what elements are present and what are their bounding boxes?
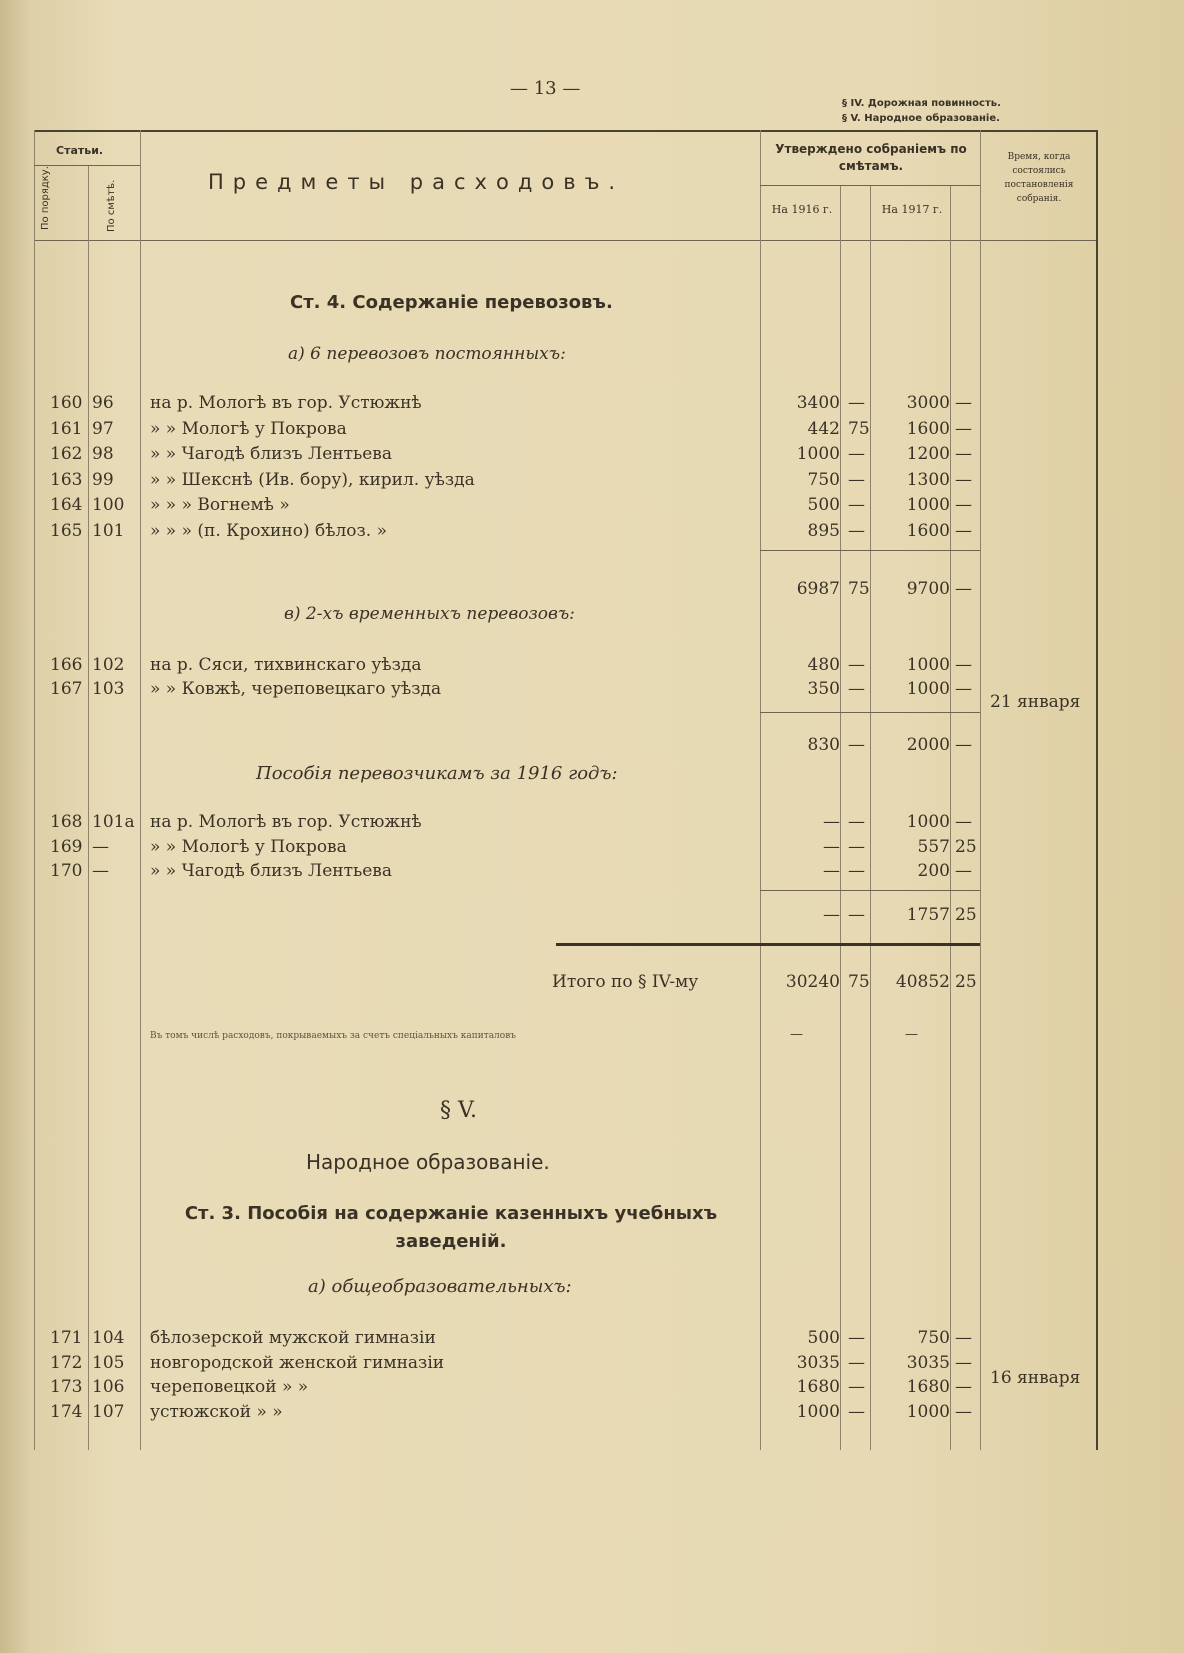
col-rule-7	[980, 130, 981, 1450]
row-kopecks-1917: —	[955, 495, 972, 515]
row-kopecks-1916: —	[848, 861, 865, 881]
row-kopecks-1917: —	[955, 812, 972, 832]
row-kopecks-1917: —	[955, 393, 972, 413]
total-v16: 30240	[785, 972, 840, 992]
header-year-1916: На 1916 г.	[771, 203, 833, 216]
row-amount-1917: 750	[917, 1328, 950, 1348]
row-description: на р. Сяси, тихвинскаго уѣзда	[150, 655, 422, 675]
row-amount-1917: 200	[917, 861, 950, 881]
row-amount-1917: 1000	[906, 495, 950, 515]
row-smeta-number: 105	[92, 1352, 125, 1373]
section5-para: § V.	[440, 1098, 478, 1123]
row-smeta-number: 106	[92, 1377, 125, 1397]
row-smeta-number: —	[92, 861, 109, 881]
row-amount-1917: 1000	[906, 679, 950, 699]
section4-sub-a: а) 6 перевозовъ постоянныхъ:	[288, 344, 566, 364]
row-description: » » Мологѣ у Покрова	[150, 836, 347, 857]
row-amount-1916: 480	[807, 655, 840, 675]
subtotal-c-v17: 1757	[906, 905, 950, 925]
table-row	[0, 1328, 1000, 1354]
page-number: — 13 —	[510, 78, 581, 99]
table-top-rule	[34, 130, 1096, 132]
col-rule-3	[760, 130, 761, 1450]
table-row	[0, 419, 1000, 445]
subtotal-b-k17: —	[955, 735, 972, 755]
row-amount-1917: 3000	[906, 393, 950, 413]
row-amount-1917: 3035	[906, 1352, 950, 1373]
row-description: череповецкой » »	[150, 1377, 309, 1397]
row-number: 172	[50, 1352, 83, 1373]
row-kopecks-1917: —	[955, 1401, 972, 1422]
row-smeta-number: 101	[92, 520, 125, 541]
row-smeta-number: 99	[92, 469, 114, 490]
table-row	[0, 444, 1000, 470]
total-k17: 25	[955, 972, 977, 992]
subtotal-c-k16: —	[848, 905, 865, 925]
row-kopecks-1917: —	[955, 1328, 972, 1348]
row-amount-1916: 895	[807, 520, 840, 541]
table-row	[0, 1353, 1000, 1379]
section4-title: Ст. 4. Содержаніе перевозовъ.	[290, 292, 613, 313]
row-description: » » Чагодѣ близъ Лентьева	[150, 861, 393, 881]
table-row	[0, 861, 1000, 887]
table-row	[0, 679, 1000, 705]
row-kopecks-1917: 25	[955, 836, 977, 857]
header-bottom-rule	[34, 240, 1096, 241]
table-row	[0, 495, 1000, 521]
row-kopecks-1916: —	[848, 1377, 865, 1397]
row-amount-1916: 442	[807, 418, 840, 439]
row-kopecks-1917: —	[955, 1377, 972, 1397]
table-row	[0, 1377, 1000, 1403]
table-row	[0, 470, 1000, 496]
subtotal-a-v17: 9700	[906, 579, 950, 599]
header-statyi: Статьи.	[56, 144, 104, 157]
row-description: бѣлозерской мужской гимназіи	[150, 1328, 436, 1348]
total-label: Итого по § IV-му	[552, 972, 699, 992]
row-description: новгородской женской гимназіи	[150, 1352, 445, 1373]
row-amount-1916: 750	[807, 469, 840, 490]
special-capital-note: Въ томъ числѣ расходовъ, покрываемыхъ за счетъ спеціальныхъ капиталовъ	[150, 1031, 516, 1041]
total-v17: 40852	[895, 972, 950, 992]
table-left-rule	[34, 130, 35, 1450]
row-kopecks-1917: —	[955, 679, 972, 699]
row-kopecks-1916: —	[848, 444, 865, 464]
row-smeta-number: 101а	[92, 812, 135, 832]
row-smeta-number: 107	[92, 1401, 125, 1422]
table-right-rule	[1096, 130, 1098, 1450]
row-smeta-number: 98	[92, 444, 114, 464]
row-amount-1916: 500	[807, 495, 840, 515]
row-amount-1917: 557	[917, 836, 950, 857]
subtotal-c-k17: 25	[955, 905, 977, 925]
date-21-january: 21 января	[990, 692, 1081, 712]
row-smeta-number: 102	[92, 655, 125, 675]
row-kopecks-1916: —	[848, 1401, 865, 1422]
row-amount-1916: 1000	[796, 444, 840, 464]
row-description: на р. Мологѣ въ гор. Устюжнѣ	[150, 812, 422, 832]
col-rule-2	[140, 130, 141, 1450]
subtotal-a-row	[0, 579, 1000, 605]
row-number: 163	[50, 469, 83, 490]
row-smeta-number: 100	[92, 495, 125, 515]
header-po-smete: По смѣтѣ.	[106, 179, 117, 232]
row-amount-1917: 1200	[906, 444, 950, 464]
row-kopecks-1916: —	[848, 679, 865, 699]
row-kopecks-1917: —	[955, 861, 972, 881]
row-amount-1917: 1000	[906, 655, 950, 675]
row-amount-1917: 1600	[906, 520, 950, 541]
row-amount-1916: 350	[807, 679, 840, 699]
row-number: 168	[50, 812, 83, 832]
row-kopecks-1916: 75	[848, 418, 870, 439]
col-rule-1	[88, 165, 89, 1450]
table-row	[0, 393, 1000, 419]
row-amount-1916: 3035	[796, 1352, 840, 1373]
header-approved: Утверждено собраніемъ по смѣтамъ.	[775, 142, 967, 173]
subtotal-a-k17: —	[955, 579, 972, 599]
section4-sub-c: Пособія перевозчикамъ за 1916 годъ:	[256, 763, 618, 784]
row-number: 160	[50, 393, 83, 413]
row-amount-1916: —	[823, 836, 840, 857]
row-kopecks-1916: —	[848, 393, 865, 413]
row-amount-1916: 1680	[796, 1377, 840, 1397]
row-number: 174	[50, 1401, 83, 1422]
row-amount-1917: 1680	[906, 1377, 950, 1397]
table-row	[0, 837, 1000, 863]
table-row	[0, 1402, 1000, 1428]
table-row	[0, 812, 1000, 838]
row-description: » » » Вогнемѣ »	[150, 495, 290, 515]
row-kopecks-1916: —	[848, 1328, 865, 1348]
row-number: 165	[50, 520, 83, 541]
header-po-poryadku: По порядку.	[40, 166, 51, 230]
row-kopecks-1916: —	[848, 1352, 865, 1373]
section4-sub-b: в) 2-хъ временныхъ перевозовъ:	[284, 604, 575, 624]
row-description: » » » (п. Крохино) бѣлоз. »	[150, 520, 387, 541]
section5-sub-a: а) общеобразовательныхъ:	[308, 1276, 572, 1297]
section5-article: Ст. 3. Пособія на содержаніе казенныхъ учебныхъ заведеній.	[184, 1203, 718, 1252]
row-kopecks-1916: —	[848, 655, 865, 675]
subtotal-b-row	[0, 735, 1000, 761]
row-smeta-number: 103	[92, 679, 125, 699]
row-amount-1916: 1000	[796, 1401, 840, 1422]
row-description: » » Чагодѣ близъ Лентьева	[150, 444, 393, 464]
subtotal-b-v16: 830	[807, 735, 840, 755]
subtotal-c-rule	[760, 890, 980, 891]
special-capital-v17: —	[905, 1027, 918, 1042]
row-smeta-number: 104	[92, 1328, 125, 1348]
row-smeta-number: 96	[92, 393, 114, 413]
row-description: на р. Мологѣ въ гор. Устюжнѣ	[150, 393, 422, 413]
row-description: устюжской » »	[150, 1401, 283, 1422]
row-kopecks-1917: —	[955, 520, 972, 541]
subtotal-c-v16: —	[823, 905, 840, 925]
running-head-1: § IV. Дорожная повинность.	[842, 98, 1001, 109]
section5-title: Народное образованіе.	[306, 1150, 550, 1174]
table-row	[0, 521, 1000, 547]
row-number: 171	[50, 1328, 83, 1348]
header-sub-rule-2	[760, 185, 980, 186]
subtotal-a-v16: 6987	[796, 579, 840, 599]
running-head-2: § V. Народное образованіе.	[842, 113, 1000, 124]
row-amount-1917: 1000	[906, 1401, 950, 1422]
special-capital-v16: —	[790, 1027, 803, 1042]
total-k16: 75	[848, 972, 870, 992]
header-time: Время, когда состоялись постановленія собранія.	[1004, 152, 1074, 204]
row-number: 162	[50, 444, 83, 464]
row-kopecks-1917: —	[955, 444, 972, 464]
total-rule	[556, 943, 980, 946]
row-kopecks-1916: —	[848, 469, 865, 490]
subtotal-b-k16: —	[848, 735, 865, 755]
row-number: 173	[50, 1377, 83, 1397]
subtotal-c-row	[0, 905, 1000, 931]
row-kopecks-1917: —	[955, 1352, 972, 1373]
row-amount-1916: —	[823, 812, 840, 832]
row-number: 167	[50, 679, 83, 699]
row-description: » » Ковжѣ, череповецкаго уѣзда	[150, 679, 442, 699]
row-kopecks-1916: —	[848, 836, 865, 857]
date-16-january: 16 января	[990, 1368, 1081, 1388]
row-amount-1916: 3400	[796, 393, 840, 413]
row-description: » » Мологѣ у Покрова	[150, 418, 347, 439]
row-kopecks-1917: —	[955, 655, 972, 675]
header-subjects: Предметы расходовъ.	[208, 170, 625, 194]
row-kopecks-1917: —	[955, 418, 972, 439]
subtotal-a-k16: 75	[848, 579, 870, 599]
row-amount-1917: 1300	[906, 469, 950, 490]
total-row	[0, 972, 1000, 998]
row-number: 170	[50, 861, 83, 881]
row-description: » » Шекснѣ (Ив. бору), кирил. уѣзда	[150, 469, 475, 490]
row-kopecks-1916: —	[848, 812, 865, 832]
row-amount-1916: —	[823, 861, 840, 881]
subtotal-b-v17: 2000	[906, 735, 950, 755]
row-number: 161	[50, 418, 83, 439]
subtotal-b-rule	[760, 712, 980, 713]
row-kopecks-1916: —	[848, 520, 865, 541]
row-kopecks-1917: —	[955, 469, 972, 490]
table-row	[0, 655, 1000, 681]
row-amount-1917: 1600	[906, 418, 950, 439]
row-smeta-number: —	[92, 836, 109, 857]
row-amount-1916: 500	[807, 1328, 840, 1348]
row-amount-1917: 1000	[906, 812, 950, 832]
row-number: 169	[50, 836, 83, 857]
subtotal-a-rule	[760, 550, 980, 551]
row-number: 164	[50, 495, 83, 515]
row-kopecks-1916: —	[848, 495, 865, 515]
row-smeta-number: 97	[92, 418, 114, 439]
row-number: 166	[50, 655, 83, 675]
header-year-1917: На 1917 г.	[881, 203, 943, 216]
